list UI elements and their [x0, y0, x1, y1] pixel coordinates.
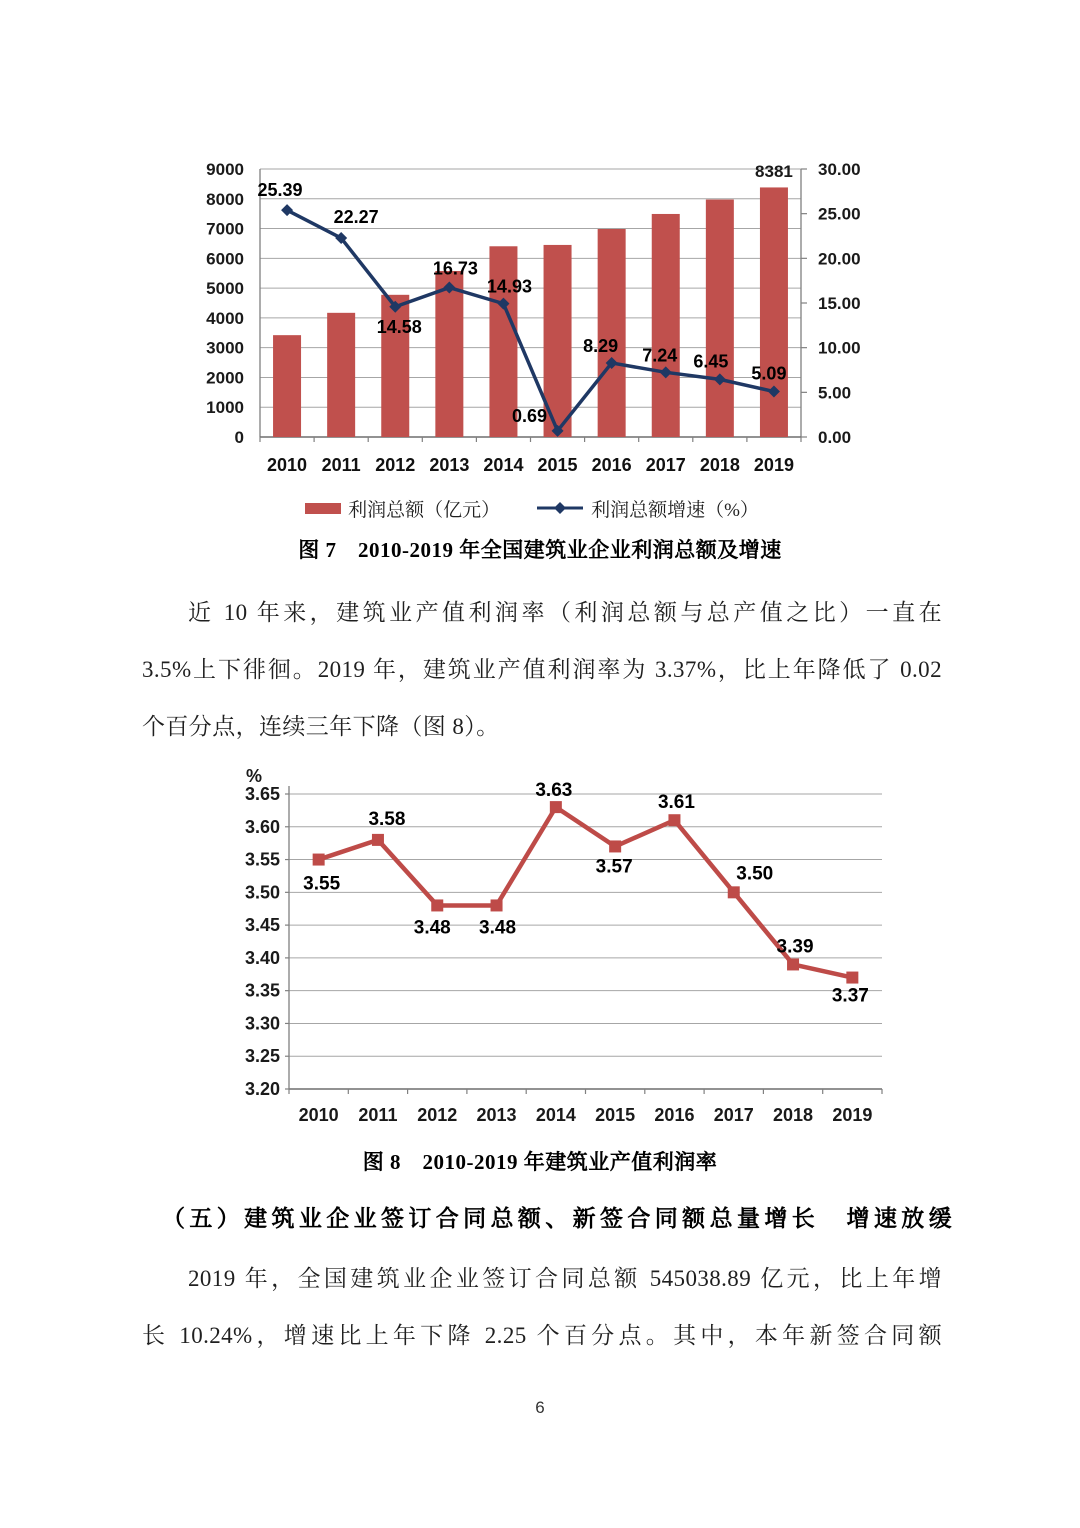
svg-text:3.50: 3.50: [244, 882, 280, 903]
svg-text:20.00: 20.00: [818, 249, 861, 269]
paragraph-profit-margin: [142, 584, 942, 755]
svg-text:2011: 2011: [321, 455, 361, 475]
svg-text:2000: 2000: [206, 368, 244, 388]
svg-text:3.37: 3.37: [831, 985, 869, 1007]
text-line: 3.5%上下徘徊。2019 年，建筑业产值利润率为 3.37%，比上年降低了 0.02: [142, 657, 942, 682]
text-line: 2019 年，全国建筑业企业签订合同总额 545038.89 亿元，比上年增: [188, 1266, 942, 1291]
svg-text:0: 0: [234, 428, 244, 447]
svg-text:3.60: 3.60: [244, 816, 280, 837]
svg-text:2015: 2015: [537, 455, 578, 475]
svg-text:2016: 2016: [654, 1105, 695, 1125]
svg-text:3.58: 3.58: [368, 808, 406, 830]
svg-text:2017: 2017: [645, 455, 686, 475]
svg-text:30.00: 30.00: [818, 160, 861, 179]
figure7-profit-combo-chart: [150, 140, 880, 485]
svg-text:2018: 2018: [699, 455, 740, 475]
bar-series-swatch: [305, 503, 341, 514]
svg-text:25.39: 25.39: [257, 180, 303, 201]
svg-text:7000: 7000: [206, 219, 244, 239]
svg-text:3.45: 3.45: [244, 915, 280, 936]
svg-text:2014: 2014: [483, 455, 524, 475]
svg-text:9000: 9000: [206, 160, 244, 179]
line-diamond-swatch: [536, 501, 584, 515]
svg-text:3.25: 3.25: [244, 1046, 280, 1067]
legend-label-profit-growth: 利润总额增速（%）: [591, 499, 759, 521]
svg-text:3.63: 3.63: [535, 780, 573, 802]
svg-text:3.61: 3.61: [657, 792, 695, 814]
svg-text:3.30: 3.30: [244, 1013, 280, 1034]
svg-text:6.45: 6.45: [693, 351, 729, 372]
svg-text:3.40: 3.40: [244, 947, 280, 968]
svg-text:6000: 6000: [206, 249, 244, 269]
svg-text:4000: 4000: [206, 308, 244, 328]
svg-text:2011: 2011: [358, 1105, 398, 1125]
legend-item-profit-growth: [536, 495, 759, 522]
svg-text:8000: 8000: [206, 189, 244, 209]
svg-text:%: %: [245, 766, 262, 786]
svg-text:7.24: 7.24: [642, 345, 678, 366]
svg-text:3.20: 3.20: [244, 1079, 280, 1099]
svg-text:3.39: 3.39: [776, 936, 814, 958]
svg-text:0.69: 0.69: [512, 405, 548, 426]
figure8-profit-rate-line-chart: [230, 755, 900, 1130]
svg-text:5000: 5000: [206, 279, 244, 299]
svg-text:10.00: 10.00: [818, 338, 861, 358]
figure8-caption: 图 8 2010-2019 年建筑业产值利润率: [362, 1150, 718, 1174]
text-line: 近 10 年来，建筑业产值利润率（利润总额与总产值之比）一直在: [188, 600, 942, 625]
figure7-legend: [150, 496, 914, 520]
svg-text:2019: 2019: [753, 455, 794, 475]
svg-text:2016: 2016: [591, 455, 632, 475]
paragraph-contract-total: [142, 1250, 942, 1364]
svg-text:2010: 2010: [298, 1105, 339, 1125]
legend-label-profit-total: 利润总额（亿元）: [348, 499, 501, 521]
svg-text:5.09: 5.09: [751, 363, 787, 384]
svg-text:3.50: 3.50: [736, 863, 774, 885]
svg-text:2018: 2018: [773, 1105, 814, 1125]
svg-text:3.48: 3.48: [479, 917, 517, 939]
page-number: 6: [535, 1398, 545, 1417]
svg-text:3.57: 3.57: [595, 856, 633, 878]
svg-text:5.00: 5.00: [818, 383, 852, 403]
svg-text:14.58: 14.58: [376, 316, 422, 337]
legend-item-profit-total: [305, 495, 500, 522]
svg-text:14.93: 14.93: [486, 276, 532, 297]
svg-text:8.29: 8.29: [583, 335, 619, 356]
svg-text:3.48: 3.48: [413, 917, 451, 939]
svg-text:3.65: 3.65: [244, 784, 280, 804]
svg-text:3000: 3000: [206, 338, 244, 358]
svg-text:2010: 2010: [267, 455, 308, 475]
svg-text:16.73: 16.73: [432, 258, 478, 279]
svg-text:22.27: 22.27: [333, 207, 379, 228]
svg-text:0.00: 0.00: [818, 428, 852, 447]
text-line: 长 10.24%，增速比上年下降 2.25 个百分点。其中，本年新签合同额: [142, 1323, 942, 1348]
svg-text:3.55: 3.55: [244, 849, 280, 870]
svg-text:2019: 2019: [832, 1105, 873, 1125]
svg-text:3.35: 3.35: [244, 980, 280, 1001]
section-5-heading: （五）建筑业企业签订合同总额、新签合同额总量增长 增速放缓: [162, 1206, 952, 1231]
svg-text:2013: 2013: [476, 1105, 517, 1125]
svg-text:2017: 2017: [713, 1105, 754, 1125]
svg-text:15.00: 15.00: [818, 294, 861, 313]
text-line: 个百分点，连续三年下降（图 8）。: [142, 714, 500, 739]
svg-text:2012: 2012: [417, 1105, 458, 1125]
figure7-caption: 图 7 2010-2019 年全国建筑业企业利润总额及增速: [298, 538, 782, 562]
svg-text:25.00: 25.00: [818, 204, 861, 224]
svg-text:2012: 2012: [375, 455, 416, 475]
svg-text:8381: 8381: [755, 162, 793, 181]
svg-text:3.55: 3.55: [303, 873, 341, 895]
svg-text:2014: 2014: [535, 1105, 576, 1125]
svg-text:2013: 2013: [429, 455, 470, 475]
svg-text:1000: 1000: [206, 398, 244, 418]
svg-text:2015: 2015: [595, 1105, 636, 1125]
